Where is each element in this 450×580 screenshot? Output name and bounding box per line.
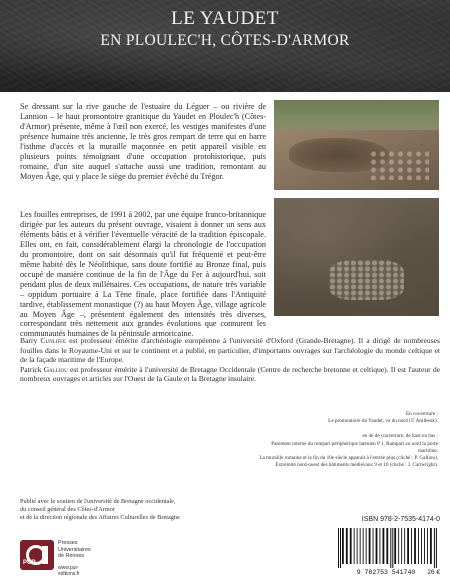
- back-caption-line-1: Parement interne du rempart périphérique laténien P 1, Rampart au nord la porte maritime.: [271, 440, 438, 454]
- barcode-bar: [434, 528, 435, 568]
- funding-line-3: et de la direction régionale des Affaires Culturelles de Bretagne: [20, 513, 180, 521]
- cover-caption-heading: En couverture :: [406, 411, 438, 417]
- photo-stones: [369, 150, 429, 180]
- barcode-digits: 9 782753 541740: [356, 569, 416, 576]
- author-1-bio-text: est professeur émérite d'archéologie européenne à l'université d'Oxford (Grande-Bretagne). Il a dirigé de nombreuses fouilles dans le Royaume-Uni et sur le continent et a publié, en particulier, d'importants ouvrages sur l'archéologie du monde celtique et de la façade maritime de l'Europe.: [20, 336, 440, 365]
- barcode-bar: [383, 528, 385, 564]
- barcode-bar: [369, 528, 371, 564]
- barcode-bar: [392, 528, 393, 568]
- barcode-bar: [373, 528, 374, 564]
- barcode-bar: [376, 528, 378, 564]
- barcode-bar: [386, 528, 388, 564]
- funding-line-2: du conseil général des Côtes-d'Armor: [20, 505, 115, 513]
- author-1-first-name: Barry: [20, 336, 41, 345]
- barcode-bar: [390, 528, 391, 568]
- publisher-logo: [20, 540, 100, 577]
- isbn-label: ISBN 978-2-7535-4174-0: [361, 516, 440, 523]
- barcode-bar: [436, 528, 437, 568]
- barcode-bar: [360, 528, 361, 564]
- barcode-bar: [380, 528, 381, 564]
- author-bios: [20, 336, 440, 384]
- photo-captions: [258, 411, 438, 469]
- publisher-name-line-3: de Rennes: [58, 553, 85, 560]
- back-caption-line-2: La muraille romaine et la fin du 10e siècle apparait à l'entrée plus (cliché : P. Galliou).: [259, 455, 438, 462]
- summary-paragraph-2: Les fouilles entreprises, de 1991 à 2002, par une équipe franco-britannique dirigée par les auteurs du présent ouvrage, visaient à donner un sens aux éléments bâtis et à vérifier l'éventuelle véracité de la tradition épiscopale. Elles ont, en fait, considérablement élargi la chronologie de l'occupation du promontoire, dont on sait désormais qu'il fut fréquenté et peut-être même habité dès le Néolithique, sans doute fortifié au Bronze final, puis occupé de manière continue de la fin de l'Âge du Fer à aujourd'hui, soit pendant plus de deux millénaires. Ces occupations, de nature très variable – oppidum portuaire à La Tène finale, place fortifiée dans l'Antiquité tardive, établissement monastique (?) au haut Moyen Âge, village agricole au Moyen Âge –, présentent également des intensités très diverses, correspondant très nettement aux grandes évolutions que connurent les communautés humaines de la péninsule armoricaine.: [20, 210, 266, 339]
- barcode-bar: [411, 528, 412, 564]
- summary-paragraph-1: Se dressant sur la rive gauche de l'estuaire du Léguer – ou rivière de Lannion – le haut promontoire granitique du Yaudet en Ploulec'h (Côtes-d'Armor) présente, même à l'œil non exercé, les vestiges manifestes d'une présence humaine très ancienne, le très gros rempart de terre qui en barre l'isthme d'accès et la muraille maçonnée en petit appareil visible en plusieurs points témoignant d'une occupation protohistorique, puis romaine, d'un site auquel s'attache aussi une tradition, remontant au Moyen Âge, qui y place le siège du premier évêché du Trégor.: [20, 102, 266, 181]
- publisher-name-line-2: Universitaires: [58, 546, 91, 553]
- header-band: [0, 0, 450, 92]
- barcode-bar: [421, 528, 422, 564]
- barcode-bar: [354, 528, 355, 564]
- barcode-bar: [394, 528, 396, 564]
- title-line-2: EN PLOULEC'H, CÔTES-D'ARMOR: [100, 32, 350, 49]
- barcode-bar: [346, 528, 348, 564]
- barcode-bar: [342, 528, 344, 564]
- barcode-bar: [427, 528, 428, 564]
- logo-mark-text: PUR: [23, 560, 36, 566]
- logo-bar-shape: [42, 546, 48, 564]
- excavation-photo-rampart: [274, 100, 439, 190]
- barcode-bar: [414, 528, 416, 564]
- publisher-url: www.pur-editions.fr: [58, 565, 80, 577]
- barcode-bar: [338, 528, 339, 568]
- excavation-photo-buildings: [274, 198, 439, 316]
- author-bio-1: [20, 336, 440, 365]
- barcode-bar: [398, 528, 399, 564]
- barcode-bar: [424, 528, 425, 564]
- barcode-bar: [363, 528, 364, 564]
- author-2-first-name: Patrick: [20, 364, 44, 374]
- photo-wall-remains: [329, 260, 404, 300]
- author-bio-2: [20, 365, 440, 384]
- photo-grass: [274, 100, 439, 130]
- title-line-1: LE YAUDET: [171, 8, 279, 29]
- author-1-last-name: Cunliffe: [40, 336, 67, 345]
- barcode-bar: [407, 528, 409, 564]
- back-caption-line-3: Extrémité nord-ouest des bâtiments médiévaux 9 et 10 (cliché : J. Cartwright).: [275, 462, 438, 469]
- publisher-name-line-1: Presses: [58, 540, 78, 546]
- author-2-last-name: Galliou: [43, 364, 68, 374]
- barcode-bar: [340, 528, 341, 568]
- barcode-bar: [418, 528, 419, 564]
- barcode-bar: [430, 528, 432, 564]
- barcode-bar: [404, 528, 405, 564]
- back-caption-heading: en 4e de couverture, de haut en bas :: [362, 433, 438, 440]
- price-label: 26 €: [427, 569, 440, 576]
- barcode-bar: [366, 528, 367, 564]
- barcode-bar: [357, 528, 358, 564]
- author-2-bio-text: est professeur émérite à l'université de Bretagne Occidentale (Centre de recherche bretonne et celtique). Il est l'auteur de nombreux ouvrages et articles sur l'Ouest de la Gaule et la Bretagne insulaire.: [20, 364, 440, 384]
- publisher-name: [58, 540, 98, 560]
- barcode-bar: [350, 528, 352, 564]
- funding-note: [20, 498, 240, 521]
- cover-caption-text: Le promontoire du Yaudet, vu du nord (© Ahilbeok).: [328, 418, 438, 425]
- pur-logo-icon: [20, 540, 54, 570]
- barcode-bar: [401, 528, 402, 564]
- funding-line-1: Publié avec le soutien de l'université de Bretagne occidentale,: [20, 498, 176, 505]
